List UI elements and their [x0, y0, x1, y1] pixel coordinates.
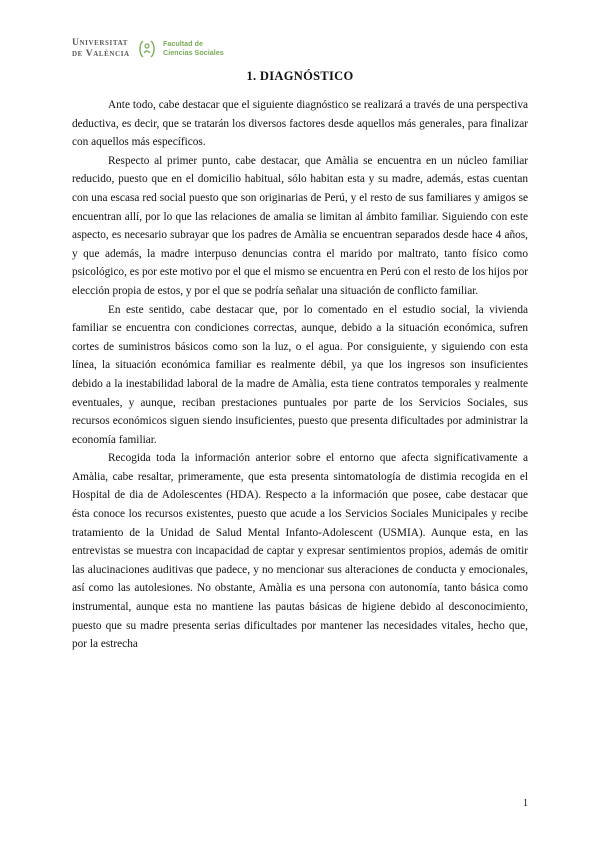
- paragraph: Respecto al primer punto, cabe destacar, que Amàlia se encuentra en un núcleo familiar reducido, puesto que en el domicilio habitual, sólo habitan esta y su madre, además, estas cuentan con una escasa red social puesto que son originarias de Perú, y el resto de sus familiares y amigos se encuentran allí, por lo que las relaciones de amalia se limitan al ámbito familiar. Siguiendo con este aspecto, es necesario subrayar que los padres de Amàlia se encuentran separados desde hace 4 años, y que además, la madre interpuso denuncias contra el marido por maltrato, tanto físico como psicológico, es por este motivo por el que el mismo se encuentra en Perú con el resto de los hijos por elección propia de estos, y por el que se podría señalar una situación de conflicto familiar.: [72, 154, 528, 297]
- page-header: [72, 38, 332, 64]
- section-title: 1. DIAGNÓSTICO: [246, 69, 354, 83]
- paragraph: En este sentido, cabe destacar que, por lo comentado en el estudio social, la vivienda familiar se encuentra con condiciones correctas, aunque, debido a la situación económica, sufren cortes de suministros básicos como son la luz, o el agua. Por consiguiente, y siguiendo con esta línea, la situación económica familiar es realmente débil, ya que los ingresos son insuficientes debido a la inestabilidad laboral de la madre de Amàlia, esta tiene contratos temporales y realmente eventuales, y aunque, reciban prestaciones puntuales por parte de los Servicios Sociales, sus recursos económicos siguen siendo insuficientes, puesto que presenta dificultades por administrar la economía familiar.: [72, 303, 528, 446]
- paragraph: Recogida toda la información anterior sobre el entorno que afecta significativamente a Amàlia, cabe resaltar, primeramente, que esta presenta sintomatología de distimia recogida en el Hospital de dia de Adolescentes (HDA). Respecto a la información que posee, cabe destacar que ésta conoce los recursos existentes, puesto que acude a los Servicios Sociales Municipales y recibe tratamiento de la Unidad de Salud Mental Infanto-Adolescent (USMIA). Aunque esta, en las entrevistas se muestra con incapacidad de captar y expresar sentimientos propios, además de omitir las alucinaciones auditivas que padece, y no mencionar sus alteraciones de conducta y emocionales, así como las autolesiones. No obstante, Amàlia es una persona con autonomía, tanto básica como instrumental, aunque esta no mantiene las pautas básicas de higiene debido al desconocimiento, puesto que su madre presenta serias dificultades por mantener las necesidades vitales, hecho que, por la estrecha: [72, 452, 528, 651]
- university-name-line2: de València: [72, 48, 130, 59]
- university-name-line1: Universitat: [72, 38, 128, 48]
- faculty-name-line1: Facultad de: [163, 39, 203, 48]
- document-body: [72, 96, 528, 654]
- paragraph: Ante todo, cabe destacar que el siguiente diagnóstico se realizará a través de una perspectiva deductiva, es decir, que se tratarán los diversos factores desde aquellos más generales, para finalizar con aquellos más específicos.: [72, 99, 528, 149]
- faculty-name-line2: Ciencias Sociales: [163, 47, 224, 57]
- page-number: 1: [523, 798, 528, 809]
- faculty-logo-icon: [136, 38, 158, 60]
- faculty-name: [163, 40, 224, 57]
- university-logo-text: [72, 38, 130, 59]
